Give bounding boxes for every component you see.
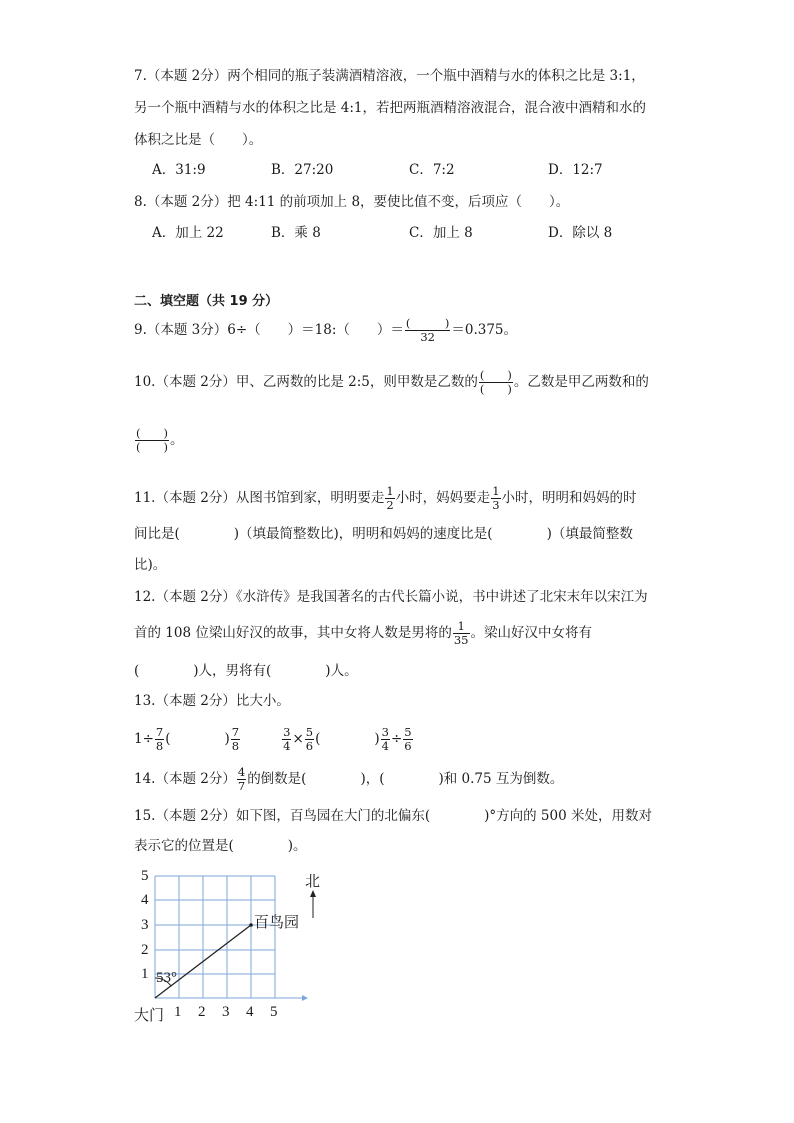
q12-line1: 12.（本题 2分）《水浒传》是我国著名的古代长篇小说，书中讲述了北宋末年以宋江为 xyxy=(134,589,648,605)
q11-frac2-den: 3 xyxy=(492,498,500,512)
x-tick-label: 3 xyxy=(222,1004,230,1020)
q10-fraction-2 xyxy=(135,425,169,454)
q11-text-2: 小时，妈妈要走 xyxy=(395,490,491,506)
y-tick-label: 4 xyxy=(141,892,149,908)
q9-frac-num[interactable]: ( ) xyxy=(405,315,450,330)
q8-option-b[interactable]: B．乘 8 xyxy=(271,225,321,241)
q10-frac1-num[interactable]: ( ) xyxy=(479,367,512,382)
q9-text-2: ＝0.375。 xyxy=(451,322,518,338)
q13b-den1: 4 xyxy=(283,739,291,753)
q13b-frac-2 xyxy=(305,724,314,753)
x-axis-arrow-icon xyxy=(302,995,308,1001)
origin-label: 大门 xyxy=(134,1008,165,1024)
q14-text-2[interactable]: 的倒数是( )，( )和 0.75 互为倒数。 xyxy=(247,771,564,787)
q7-line2: 另一个瓶中酒精与水的体积之比是 4:1，若把两瓶酒精溶液混合，混合液中酒精和水的 xyxy=(134,100,647,116)
q10-frac2-num[interactable]: ( ) xyxy=(136,425,168,440)
q13b-frac-1 xyxy=(282,724,291,753)
q14-text-1: 14.（本题 2分） xyxy=(134,771,236,787)
q15-line1[interactable]: 15.（本题 2分）如下图，百鸟园在大门的北偏东( )°方向的 500 米处，用数对 xyxy=(134,808,652,824)
q10-frac2-den[interactable]: ( ) xyxy=(136,440,168,454)
q13a-num1: 7 xyxy=(155,724,164,739)
q8-option-c[interactable]: C．加上 8 xyxy=(409,225,473,241)
q13b-frac-4 xyxy=(403,724,412,753)
q7-option-c[interactable]: C．7:2 xyxy=(409,162,455,178)
q12-line2 xyxy=(134,617,592,649)
q8-option-d[interactable]: D．除以 8 xyxy=(548,225,613,241)
q13b-op1: × xyxy=(292,731,304,747)
target-point xyxy=(249,923,253,927)
q11-text-1: 11.（本题 2分）从图书馆到家，明明要走 xyxy=(134,490,385,506)
target-label: 百鸟园 xyxy=(254,915,300,931)
x-tick-label: 1 xyxy=(174,1004,182,1020)
q7-line1: 7.（本题 2分）两个相同的瓶子装满酒精溶液，一个瓶中酒精与水的体积之比是 3:1， xyxy=(134,68,645,84)
q12-fraction xyxy=(453,618,470,647)
q10-line1 xyxy=(134,366,649,398)
q11-text-3: 小时，明明和妈妈的时 xyxy=(501,490,637,506)
grid-svg xyxy=(130,866,330,1026)
y-tick-label: 2 xyxy=(141,942,149,958)
q10-line2 xyxy=(134,424,183,456)
q7-option-b[interactable]: B．27:20 xyxy=(271,162,334,178)
y-tick-label: 5 xyxy=(141,868,149,884)
q14-line xyxy=(134,763,563,795)
q11-frac2-num: 1 xyxy=(492,483,500,498)
q13b-den2: 6 xyxy=(305,739,314,753)
q7-line3: 体积之比是（ ）。 xyxy=(134,132,263,148)
q10-text-2: 。乙数是甲乙两数和的 xyxy=(513,374,649,390)
q13b-num2: 5 xyxy=(305,724,314,739)
q9-text-1: 9.（本题 3分）6÷（ ）＝18:（ ）＝ xyxy=(134,322,404,338)
q14-fraction xyxy=(237,764,246,793)
q13b-num4: 5 xyxy=(404,724,412,739)
q13a-frac-1 xyxy=(155,724,164,753)
q9-line xyxy=(134,314,517,346)
q12-text-2: 。梁山好汉中女将有 xyxy=(470,625,592,641)
q7-option-a[interactable]: A．31:9 xyxy=(152,162,206,178)
y-tick-label: 3 xyxy=(141,917,149,933)
y-tick-label: 1 xyxy=(141,966,149,982)
x-tick-label: 2 xyxy=(198,1004,206,1020)
north-label: 北 xyxy=(305,874,321,890)
q13b-num1: 3 xyxy=(283,724,291,739)
section-title: 二、填空题（共 19 分） xyxy=(134,294,279,309)
q11-line1 xyxy=(134,483,637,513)
q15-line2[interactable]: 表示它的位置是( )。 xyxy=(134,838,307,854)
q10-fraction-1 xyxy=(479,367,513,396)
q13b-num3: 3 xyxy=(381,724,389,739)
x-tick-label: 5 xyxy=(270,1004,278,1020)
q13b-frac-3 xyxy=(381,724,390,753)
q13a-den2: 8 xyxy=(231,739,240,753)
q10-frac1-den[interactable]: ( ) xyxy=(479,382,512,396)
q13b-den4: 6 xyxy=(404,739,412,753)
q13b-den3: 4 xyxy=(381,739,389,753)
q8-option-a[interactable]: A．加上 22 xyxy=(152,225,224,241)
q11-fraction-2 xyxy=(491,483,500,512)
q7-option-d[interactable]: D．12:7 xyxy=(548,162,603,178)
q12-frac-num: 1 xyxy=(457,618,465,633)
q9-fraction xyxy=(405,315,450,344)
q10-end: 。 xyxy=(169,432,184,448)
q13a-den1: 8 xyxy=(155,739,164,753)
north-arrow-icon xyxy=(310,890,316,897)
q8-line1: 8.（本题 2分）把 4:11 的前项加上 8，要使比值不变，后项应（ ）。 xyxy=(134,194,570,210)
q14-frac-num: 4 xyxy=(237,764,246,779)
q9-frac-den: 32 xyxy=(420,330,435,344)
q12-frac-den: 35 xyxy=(453,633,469,647)
q11-frac1-num: 1 xyxy=(386,483,394,498)
x-tick-label: 4 xyxy=(246,1004,254,1020)
q13a-prefix: 1÷ xyxy=(134,731,154,747)
angle-label: 53° xyxy=(156,970,177,986)
q11-line2[interactable]: 间比是( )（填最简整数比)，明明和妈妈的速度比是( )（填最简整数 xyxy=(134,526,633,542)
q13b-op2: ÷ xyxy=(390,731,403,747)
q13-line2 xyxy=(134,722,414,756)
map-diagram xyxy=(130,866,330,1026)
q13a-frac-2 xyxy=(231,724,240,753)
q13a-num2: 7 xyxy=(231,724,240,739)
q13a-blank[interactable]: ( ) xyxy=(165,731,230,747)
q13b-blank[interactable]: ( ) xyxy=(315,731,380,747)
q10-text-1: 10.（本题 2分）甲、乙两数的比是 2:5，则甲数是乙数的 xyxy=(134,374,478,390)
q12-text-1: 首的 108 位梁山好汉的故事，其中女将人数是男将的 xyxy=(134,625,452,641)
q13-line1: 13.（本题 2分）比大小。 xyxy=(134,693,290,709)
q11-fraction-1 xyxy=(385,483,394,512)
q11-line3: 比)。 xyxy=(134,557,167,573)
q14-frac-den: 7 xyxy=(237,779,246,793)
q12-line3[interactable]: ( )人，男将有( )人。 xyxy=(134,663,358,679)
q11-frac1-den: 2 xyxy=(386,498,394,512)
